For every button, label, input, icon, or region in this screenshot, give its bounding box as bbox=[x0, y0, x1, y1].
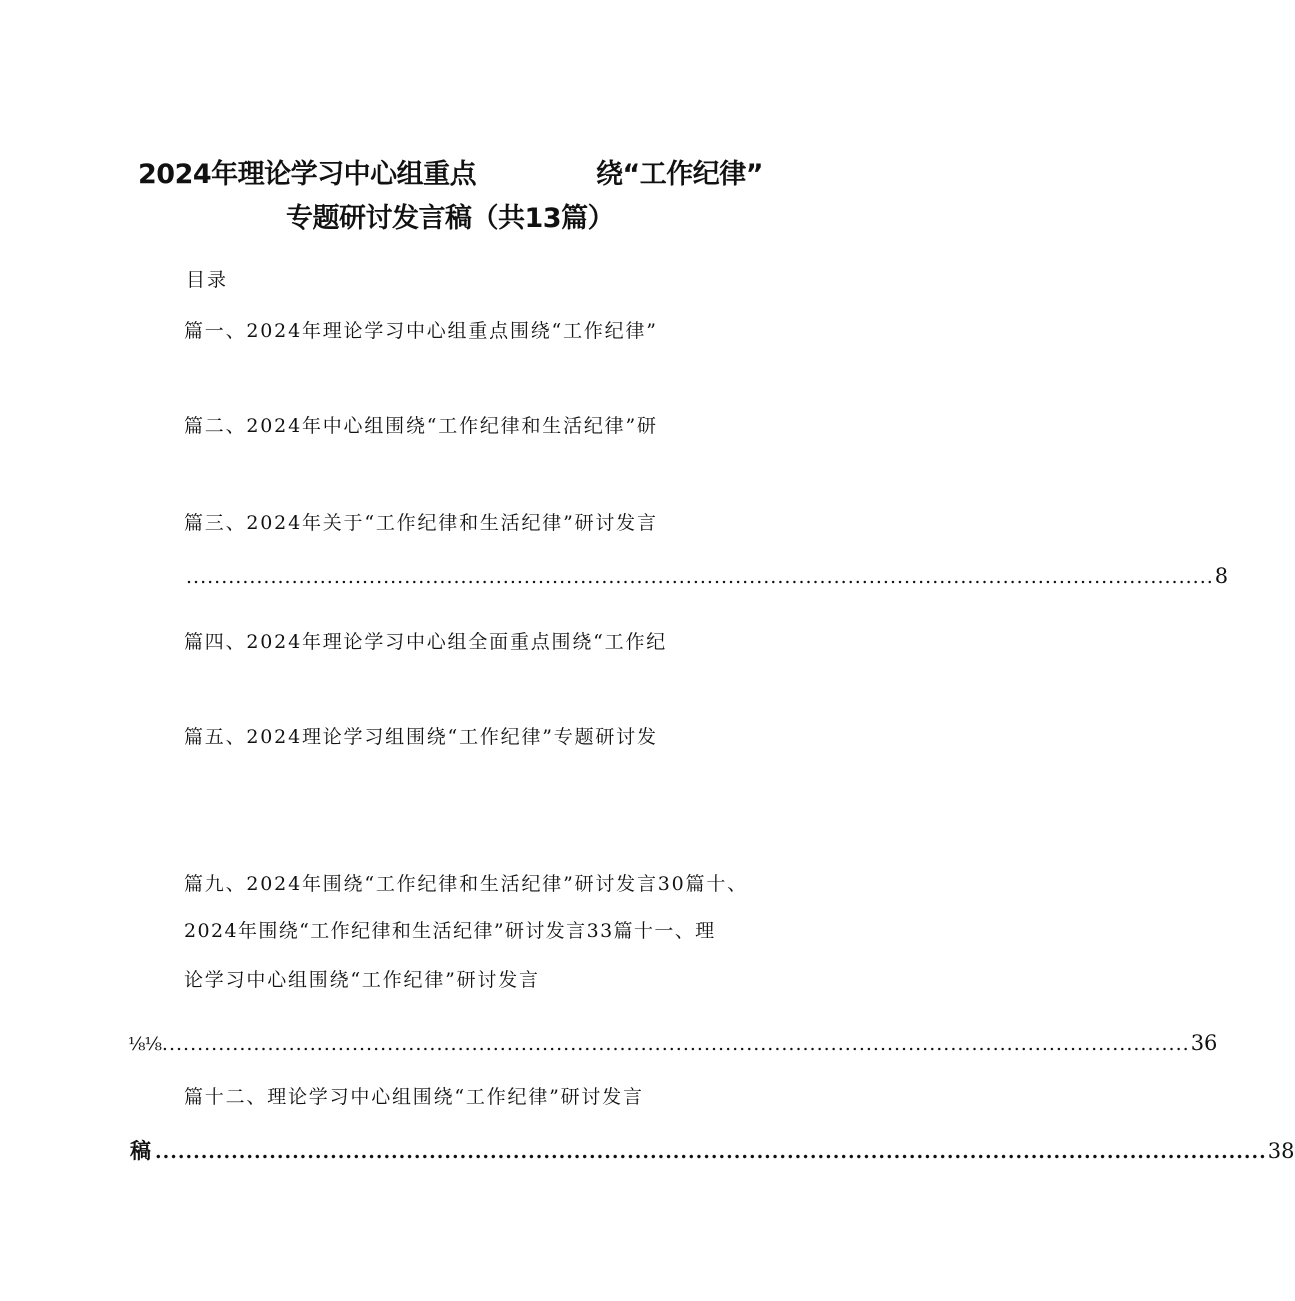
page-number: 38 bbox=[1267, 1139, 1295, 1163]
toc-entry-10: 2024年围绕“工作纪律和生活纪律”研讨发言33篇十一、理 bbox=[184, 920, 716, 942]
document-title-line1-right: 绕“工作纪律” bbox=[596, 159, 763, 190]
toc-entry-1: 篇一、2024年理论学习中心组重点围绕“工作纪律” bbox=[184, 320, 658, 342]
toc-entry-3: 篇三、2024年关于“工作纪律和生活纪律”研讨发言 bbox=[184, 512, 658, 534]
page-number: 8 bbox=[1214, 564, 1229, 588]
toc-entry-11: 论学习中心组围绕“工作纪律”研讨发言 bbox=[184, 969, 540, 991]
toc-entry-5: 篇五、2024理论学习组围绕“工作纪律”专题研讨发 bbox=[184, 726, 658, 748]
document-title-line1-left: 2024年理论学习中心组重点 bbox=[138, 159, 477, 190]
document-title-line2: 专题研讨发言稿（共13篇） bbox=[286, 203, 615, 234]
toc-entry-9: 篇九、2024年围绕“工作纪律和生活纪律”研讨发言30篇十、 bbox=[184, 873, 748, 895]
dot-leader: .................................................................................................................................................. bbox=[161, 1033, 1190, 1055]
toc-entry-12-leader bbox=[130, 1135, 1295, 1165]
toc-entry-11-leader bbox=[128, 1031, 1218, 1055]
toc-entry-2: 篇二、2024年中心组围绕“工作纪律和生活纪律”研 bbox=[184, 415, 658, 437]
leader-prefix: ⅛⅛ bbox=[128, 1034, 161, 1055]
page-number: 36 bbox=[1190, 1031, 1218, 1055]
leader-prefix: 稿 bbox=[130, 1139, 151, 1163]
dot-leader: .................................................................................................................................................. bbox=[186, 566, 1214, 588]
toc-entry-4: 篇四、2024年理论学习中心组全面重点围绕“工作纪 bbox=[184, 631, 668, 653]
toc-entry-3-leader bbox=[186, 564, 1229, 588]
toc-heading: 目录 bbox=[186, 269, 229, 291]
toc-entry-12: 篇十二、理论学习中心组围绕“工作纪律”研讨发言 bbox=[184, 1086, 644, 1108]
dot-leader: .................................................................................................................................................. bbox=[155, 1141, 1267, 1163]
